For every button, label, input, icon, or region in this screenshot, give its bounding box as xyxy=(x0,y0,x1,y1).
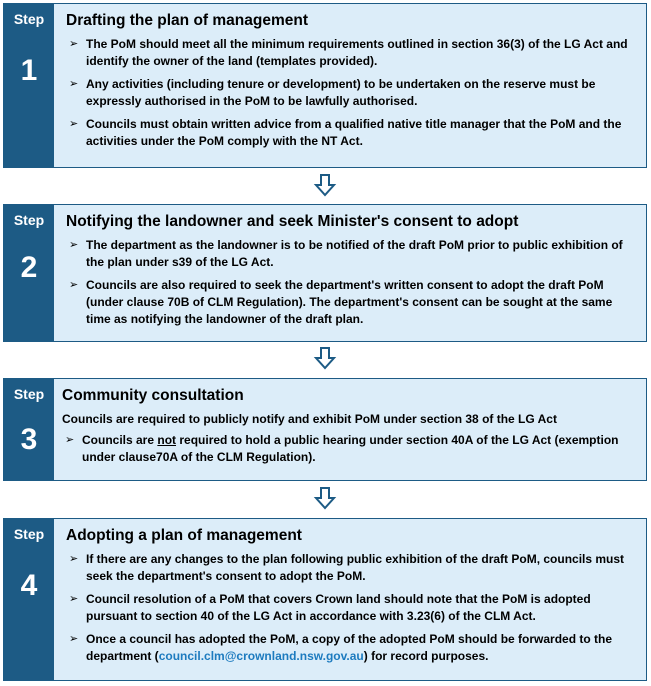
list-item: ➢ Councils are also required to seek the department's written consent to adopt the draft PoM (under clause 70B of CLM Regulation). The department's consent can be sought at the same time as notifying the landowner of the draft plan. xyxy=(69,278,613,326)
step-1 xyxy=(3,3,647,168)
step-2 xyxy=(3,204,647,342)
step-title: Adopting a plan of management xyxy=(66,527,302,544)
arrow-right-icon: ➢ xyxy=(65,434,75,446)
step-4-badge xyxy=(4,519,54,680)
step-3-badge xyxy=(4,379,54,480)
step-3-content xyxy=(54,379,646,480)
step-label: Step xyxy=(13,212,45,228)
arrow-right-icon: ➢ xyxy=(69,279,79,291)
list-item: ➢ Any activities (including tenure or development) to be undertaken on the reserve must be expressly authorised in the PoM to be lawfully authorised. xyxy=(69,77,596,108)
step-1-content xyxy=(54,4,646,167)
bullet-list xyxy=(66,551,636,665)
step-number: 3 xyxy=(20,423,38,456)
bullet-list xyxy=(66,237,636,328)
list-item: ➢ If there are any changes to the plan following public exhibition of the draft PoM, councils must seek the department's consent to adopt the PoM. xyxy=(69,552,625,583)
list-item: ➢ Councils must obtain written advice from a qualified native title manager that the PoM and the activities under the PoM comply with the NT Act. xyxy=(69,117,622,148)
list-item: ➢ The department as the landowner is to be notified of the draft PoM prior to public exhibition of the plan under s39 of the LG Act. xyxy=(69,238,623,269)
down-arrow-icon xyxy=(313,346,337,370)
step-label: Step xyxy=(13,386,45,402)
step-title: Notifying the landowner and seek Minister's consent to adopt xyxy=(66,213,519,230)
step-2-content xyxy=(54,205,646,341)
down-arrow-icon xyxy=(313,486,337,510)
step-title: Drafting the plan of management xyxy=(66,12,308,29)
step-intro: Councils are required to publicly notify and exhibit PoM under section 38 of the LG Act xyxy=(62,412,557,426)
step-label: Step xyxy=(13,11,45,27)
bullet-list xyxy=(62,432,636,466)
bullet-list xyxy=(66,36,636,150)
list-item: ➢ Council resolution of a PoM that covers Crown land should note that the PoM is adopted pursuant to section 40 of the LG Act in accordance with 3.23(6) of the CLM Act. xyxy=(69,592,591,623)
step-1-badge xyxy=(4,4,54,167)
arrow-right-icon: ➢ xyxy=(69,633,79,645)
list-item: ➢ Councils are not required to hold a public hearing under section 40A of the LG Act (exemption under clause70A of the CLM Regulation). xyxy=(65,433,619,464)
step-number: 1 xyxy=(20,54,38,87)
arrow-right-icon: ➢ xyxy=(69,78,79,90)
step-3 xyxy=(3,378,647,481)
step-2-badge xyxy=(4,205,54,341)
arrow-right-icon: ➢ xyxy=(69,118,79,130)
step-number: 2 xyxy=(20,251,38,284)
list-item: ➢ The PoM should meet all the minimum requirements outlined in section 36(3) of the LG Act and identify the owner of the land (templates provided). xyxy=(69,37,628,68)
step-4-content xyxy=(54,519,646,680)
step-number: 4 xyxy=(20,569,38,602)
arrow-right-icon: ➢ xyxy=(69,553,79,565)
step-title: Community consultation xyxy=(62,387,244,404)
arrow-right-icon: ➢ xyxy=(69,593,79,605)
step-4 xyxy=(3,518,647,681)
arrow-right-icon: ➢ xyxy=(69,38,79,50)
list-item: ➢ Once a council has adopted the PoM, a copy of the adopted PoM should be forwarded to the department (council.clm@crownland.nsw.gov.au) for record purposes. xyxy=(69,632,613,663)
arrow-right-icon: ➢ xyxy=(69,239,79,251)
down-arrow-icon xyxy=(313,173,337,197)
step-label: Step xyxy=(13,526,45,542)
emphasis-not: not xyxy=(157,433,177,447)
email-link[interactable]: council.clm@crownland.nsw.gov.au xyxy=(158,649,364,663)
